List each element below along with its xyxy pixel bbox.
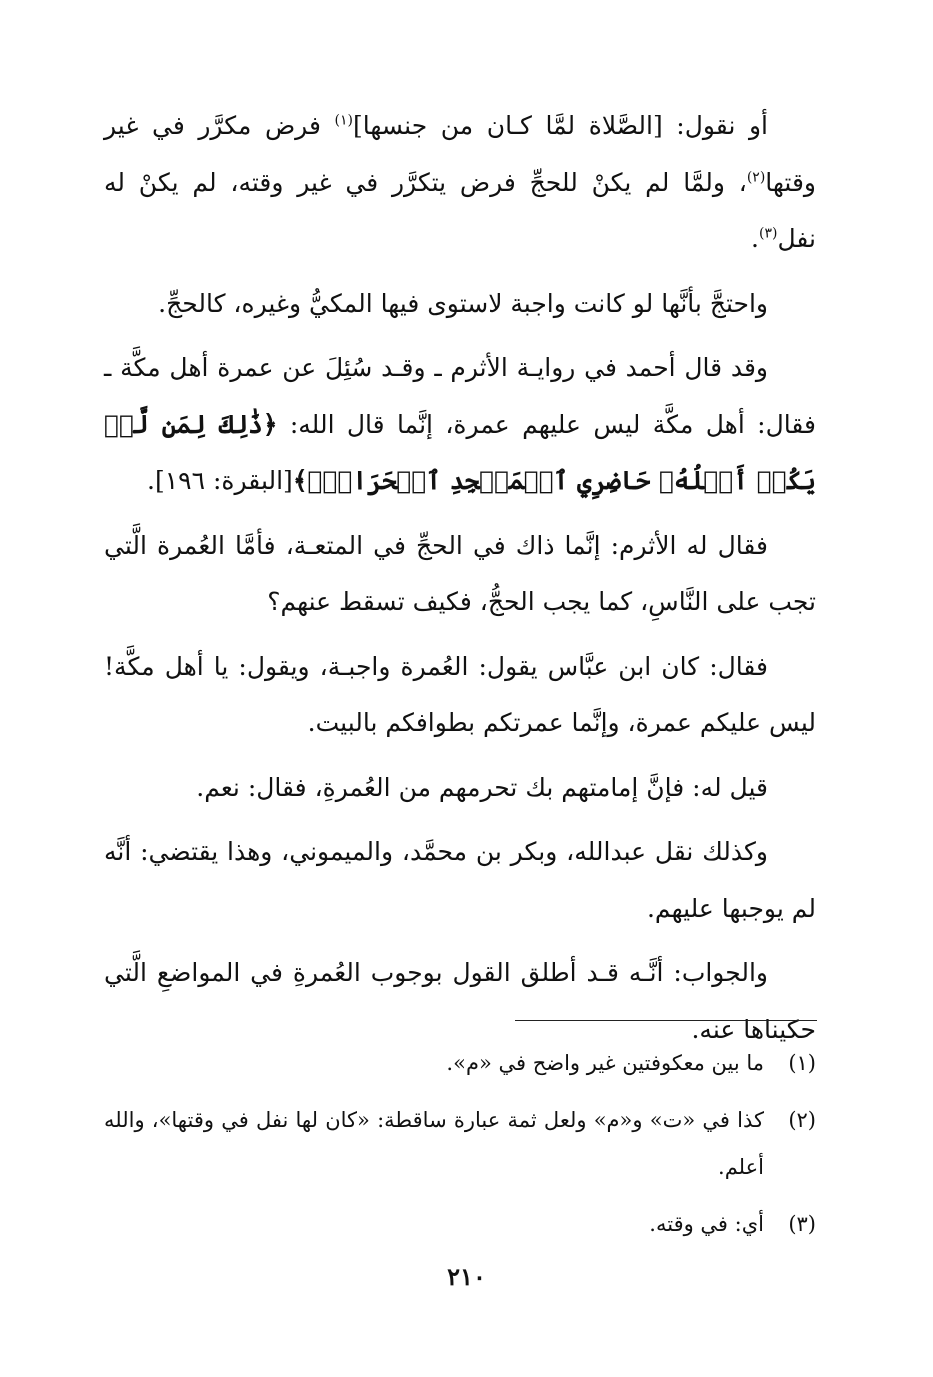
quran-quote: ﴿ذَٰلِكَ لِمَن لَّمۡ يَكُنۡ أَهۡلُهُۥ حَاضِرِي ٱلۡمَسۡجِدِ ٱلۡحَرَامِۚ﴾	[104, 409, 816, 495]
footnotes	[104, 1040, 816, 1258]
footnote	[104, 1097, 816, 1191]
paragraph-text: وقد قال أحمد في روايـة الأثرم ـ وقـد سُئِلَ عن عمرة أهل مكَّة ـ فقال: أهل مكَّة ليس عليهم عمرة، إنَّما قال الله:	[104, 353, 816, 439]
paragraph-text: فرض مكرَّر في غير وقتها	[104, 111, 816, 197]
paragraph	[104, 518, 816, 631]
paragraph-text: .	[751, 224, 759, 253]
footnote-separator	[515, 1020, 817, 1021]
footnote-marker: (٣)	[758, 225, 778, 242]
footnote-marker: (٢)	[746, 169, 766, 186]
paragraph-text: والجواب: أنَّـه قـد أطلق القول بوجوب العُمرةِ في المواضعِ الَّتي حكيناها عنه.	[104, 958, 816, 1044]
paragraph	[104, 276, 816, 333]
footnote-number: (١)	[788, 1051, 816, 1075]
paragraph-text: وكذلك نقل عبدالله، وبكر بن محمَّد، والميموني، وهذا يقتضي: أنَّه لم يوجبها عليهم.	[104, 837, 816, 923]
paragraph-text: قيل له: فإنَّ إمامتهم بك تحرمهم من العُمرةِ، فقال: نعم.	[196, 772, 768, 802]
paragraph-text: واحتجَّ بأنَّها لو كانت واجبة لاستوى فيها المكيُّ وغيره، كالحجِّ.	[158, 288, 768, 318]
paragraph	[104, 98, 816, 268]
footnote-number: (٢)	[788, 1108, 816, 1132]
footnote-text: أي: في وقته.	[649, 1212, 764, 1236]
paragraph-text: [البقرة: ١٩٦].	[147, 466, 293, 495]
footnote-marker: (١)	[334, 112, 353, 129]
paragraph	[104, 340, 816, 510]
page-number: ٢١٠	[447, 1262, 486, 1291]
footnote-text: كذا في «ت» و«م» ولعل ثمة عبارة ساقطة: «كان لها نفل في وقتها»، والله أعلم.	[104, 1108, 764, 1179]
paragraph-text: ، ولمَّا لم يكنْ للحجِّ فرض يتكرَّر في غير وقته، لم يكنْ له نفل	[104, 167, 816, 253]
main-text	[104, 98, 816, 1066]
footnote-text: ما بين معكوفتين غير واضح في «م».	[446, 1051, 764, 1075]
paragraph	[104, 824, 816, 937]
paragraph-text: فقال له الأثرم: إنَّما ذاك في الحجِّ في المتعـة، فأمَّا العُمرة الَّتي تجب على النَّاسِ، كما يجب الحجُّ، فكيف تسقط عنهم؟	[104, 530, 816, 616]
footnote	[104, 1040, 816, 1087]
paragraph-text: فقال: كان ابن عبَّاس يقول: العُمرة واجبـة، ويقول: يا أهل مكَّة! ليس عليكم عمرة، وإنَّما عمرتكم بطوافكم بالبيت.	[104, 651, 816, 737]
footnote	[104, 1201, 816, 1248]
paragraph	[104, 760, 816, 817]
paragraph-text: أو نقول: [الصَّلاة لمَّا كـان من جنسها]	[352, 111, 768, 140]
paragraph	[104, 639, 816, 752]
footnote-number: (٣)	[788, 1212, 816, 1236]
